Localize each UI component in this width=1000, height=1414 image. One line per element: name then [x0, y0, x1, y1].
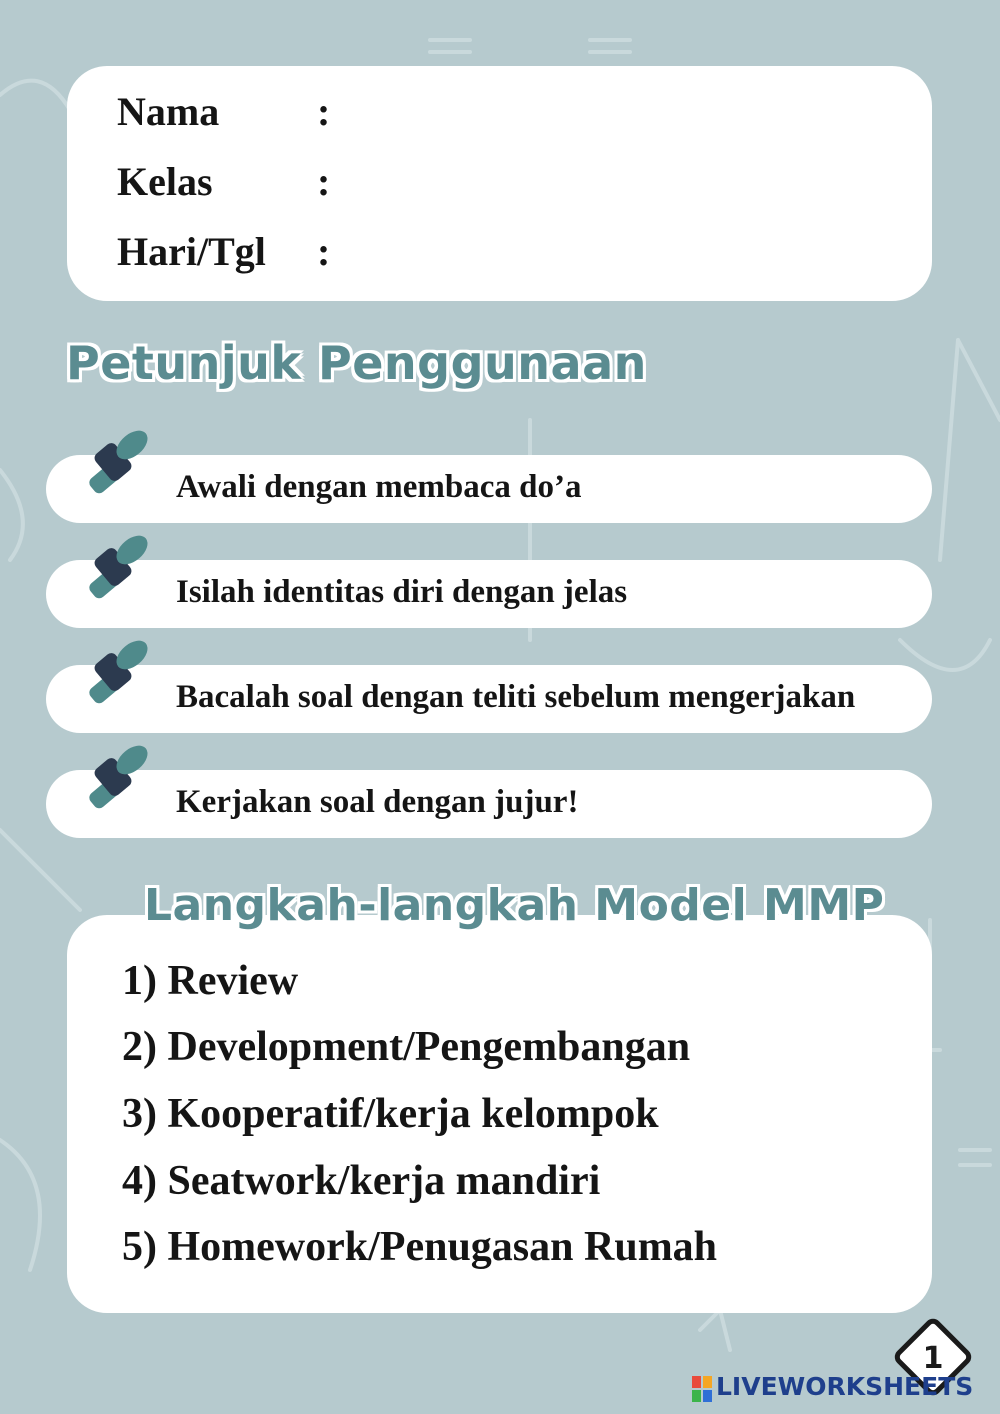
- liveworksheets-logo-icon: [692, 1374, 714, 1404]
- pushpin-icon: [60, 530, 160, 630]
- page-number: 1: [922, 1341, 944, 1376]
- instruction-text: Kerjakan soal dengan jujur!: [176, 784, 579, 820]
- identity-card: [67, 66, 932, 301]
- date-row: [117, 228, 330, 275]
- class-label: Kelas: [117, 159, 213, 204]
- name-row: [117, 88, 330, 135]
- class-row: [117, 158, 330, 205]
- date-label: Hari/Tgl: [117, 229, 266, 274]
- instruction-item: [46, 560, 932, 628]
- instruction-item: [46, 455, 932, 523]
- instruction-text: Bacalah soal dengan teliti sebelum mengerjakan: [176, 679, 856, 715]
- pushpin-icon: [60, 635, 160, 735]
- brand-name[interactable]: LIVEWORKSHEETS: [716, 1372, 974, 1401]
- name-label: Nama: [117, 89, 220, 134]
- class-colon: :: [317, 159, 331, 204]
- step-item: 3) Kooperatif/kerja kelompok: [122, 1091, 659, 1137]
- step-item: 1) Review: [122, 958, 299, 1004]
- step-item: 5) Homework/Penugasan Rumah: [122, 1224, 718, 1270]
- pushpin-icon: [60, 740, 160, 840]
- instruction-item: [46, 665, 932, 733]
- steps-card: [67, 915, 932, 1313]
- step-item: 2) Development/Pengembangan: [122, 1024, 691, 1070]
- instructions-title: Petunjuk Penggunaan: [66, 336, 647, 390]
- instruction-item: [46, 770, 932, 838]
- instruction-text: Isilah identitas diri dengan jelas: [176, 574, 628, 610]
- pushpin-icon: [60, 425, 160, 525]
- steps-title: Langkah-langkah Model MMP: [144, 880, 885, 931]
- instruction-text: Awali dengan membaca do’a: [176, 469, 582, 505]
- name-colon: :: [317, 89, 331, 134]
- date-colon: :: [317, 229, 331, 274]
- step-item: 4) Seatwork/kerja mandiri: [122, 1158, 601, 1204]
